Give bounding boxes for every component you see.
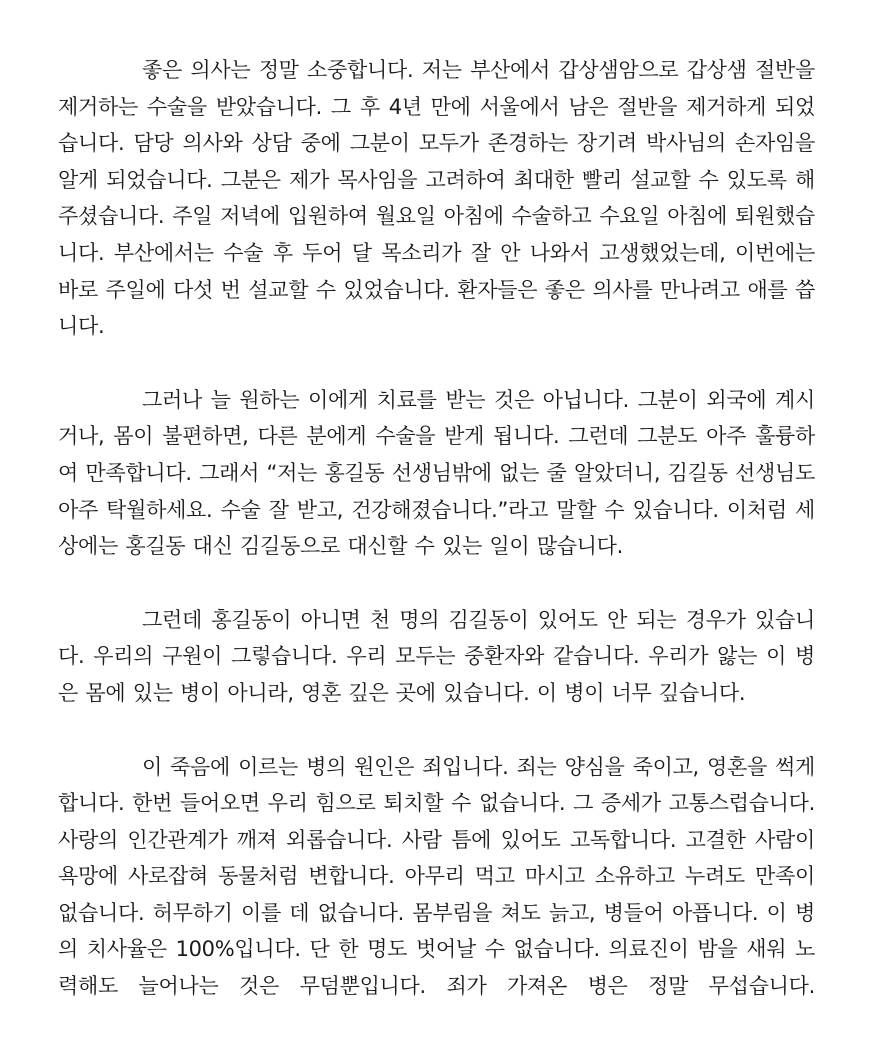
paragraph-3: 그런데 홍길동이 아니면 천 명의 김길동이 있어도 안 되는 경우가 있습니다. 우리의 구원이 그렇습니다. 우리 모두는 중환자와 같습니다. 우리가 앓는 이 병은 몸에 있는 병이 아니라, 영혼 깊은 곳에 있습니다. 이 병이 너무 깊습니다. [58,607,815,705]
paragraph-4: 이 죽음에 이르는 병의 원인은 죄입니다. 죄는 양심을 죽이고, 영혼을 썩게 합니다. 한번 들어오면 우리 힘으로 퇴치할 수 없습니다. 그 증세가 고통스럽습니다. 사랑의 인간관계가 깨져 외롭습니다. 사람 틈에 있어도 고독합니다. 고결한 사람이 욕망에 사로잡혀 동물처럼 변합니다. 아무리 먹고 마시고 소유하고 누려도 만족이 없습니다. 허무하기 이를 데 없습니다. 몸부림을 쳐도 늙고, 병들어 아픕니다. 이 병의 치사율은 100%입니다. 단 한 명도 벗어날 수 없습니다. 의료진이 밤을 새워 노력해도 늘어나는 것은 무덤뿐입니다. 죄가 가져온 병은 정말 무섭습니다. [58,754,815,999]
paragraph-1: 좋은 의사는 정말 소중합니다. 저는 부산에서 갑상샘암으로 갑상샘 절반을 제거하는 수술을 받았습니다. 그 후 4년 만에 서울에서 남은 절반을 제거하게 되었습니다. 담당 의사와 상담 중에 그분이 모두가 존경하는 장기려 박사님의 손자임을 알게 되었습니다. 그분은 제가 목사임을 고려하여 최대한 빨리 설교할 수 있도록 해 주셨습니다. 주일 저녁에 입원하여 월요일 아침에 수술하고 수요일 아침에 퇴원했습니다. 부산에서는 수술 후 두어 달 목소리가 잘 안 나와서 고생했었는데, 이번에는 바로 주일에 다섯 번 설교할 수 있었습니다. 환자들은 좋은 의사를 만나려고 애를 씁니다. [58,58,815,339]
paragraph-2: 그러나 늘 원하는 이에게 치료를 받는 것은 아닙니다. 그분이 외국에 계시거나, 몸이 불편하면, 다른 분에게 수술을 받게 됩니다. 그런데 그분도 아주 훌륭하여 만족합니다. 그래서 “저는 홍길동 선생님밖에 없는 줄 알았더니, 김길동 선생님도 아주 탁월하세요. 수술 잘 받고, 건강해졌습니다.”라고 말할 수 있습니다. 이처럼 세상에는 홍길동 대신 김길동으로 대신할 수 있는 일이 많습니다. [58,387,815,559]
